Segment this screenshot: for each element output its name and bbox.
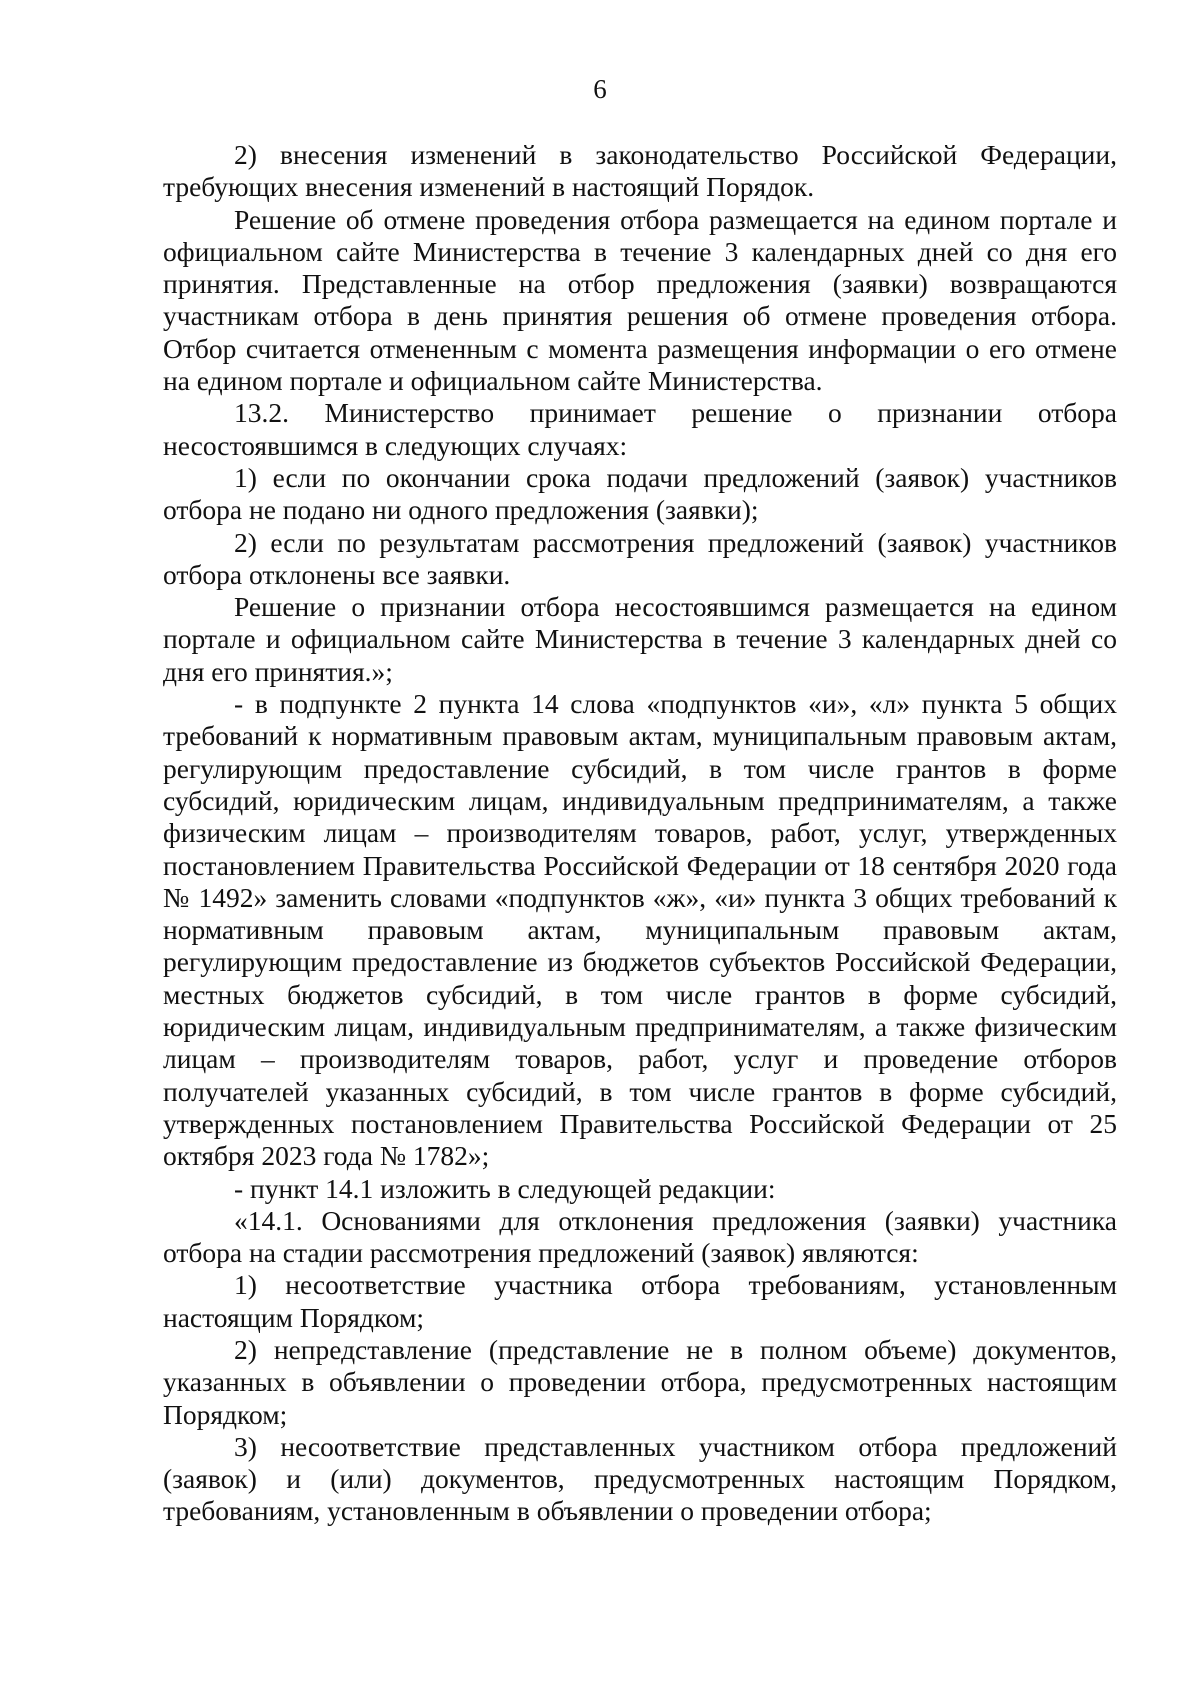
paragraph: 3) несоответствие представленных участником отбора предложений (заявок) и (или) документов, предусмотренных настоящим Порядком, требованиям, установленным в объявлении о проведении отбора; xyxy=(163,1430,1117,1527)
page-number: 6 xyxy=(593,74,607,104)
paragraph: 13.2. Министерство принимает решение о признании отбора несостоявшимся в следующих случаях: xyxy=(163,397,1117,461)
paragraph: - пункт 14.1 изложить в следующей редакции: xyxy=(234,1172,776,1204)
paragraph: - в подпункте 2 пункта 14 слова «подпунктов «и», «л» пункта 5 общих требований к нормативным правовым актам, муниципальным правовым актам, регулирующим предоставление субсидий, в том числе грантов в форме субсидий, юридическим лицам, индивидуальным предпринимателям, а также физическим лицам – производителям товаров, работ, услуг, утвержденных постановлением Правительства Российской Федерации от 18 сентября 2020 года № 1492» заменить словами «подпунктов «ж», «и» пункта 3 общих требований к нормативным правовым актам, муниципальным правовым актам, регулирующим предоставление из бюджетов субъектов Российской Федерации, местных бюджетов субсидий, в том числе грантов в форме субсидий, юридическим лицам, индивидуальным предпринимателям, а также физическим лицам – производителям товаров, работ, услуг и проведение отборов получателей указанных субсидий, в том числе грантов в форме субсидий, утвержденных постановлением Правительства Российской Федерации от 25 октября 2023 года № 1782»; xyxy=(163,688,1117,1172)
paragraph: 2) если по результатам рассмотрения предложений (заявок) участников отбора отклонены все заявки. xyxy=(163,526,1117,590)
paragraph: 2) непредставление (представление не в полном объеме) документов, указанных в объявлении о проведении отбора, предусмотренных настоящим Порядком; xyxy=(163,1333,1117,1430)
paragraph: Решение об отмене проведения отбора размещается на едином портале и официальном сайте Министерства в течение 3 календарных дней со дня его принятия. Представленные на отбор предложения (заявки) возвращаются участникам отбора в день принятия решения об отмене проведения отбора. Отбор считается отмененным с момента размещения информации о его отмене на едином портале и официальном сайте Министерства. xyxy=(163,203,1117,397)
paragraph: «14.1. Основаниями для отклонения предложения (заявки) участника отбора на стадии рассмотрения предложений (заявок) являются: xyxy=(163,1204,1117,1269)
document-body xyxy=(163,139,1117,1528)
paragraph: Решение о признании отбора несостоявшимся размещается на едином портале и официальном сайте Министерства в течение 3 календарных дней со дня его принятия.»; xyxy=(163,591,1117,687)
paragraph: 1) несоответствие участника отбора требованиям, установленным настоящим Порядком; xyxy=(163,1269,1117,1333)
paragraph: 1) если по окончании срока подачи предложений (заявок) участников отбора не подано ни одного предложения (заявки); xyxy=(163,461,1117,526)
paragraph: 2) внесения изменений в законодательство Российской Федерации, требующих внесения изменений в настоящий Порядок. xyxy=(163,139,1117,203)
